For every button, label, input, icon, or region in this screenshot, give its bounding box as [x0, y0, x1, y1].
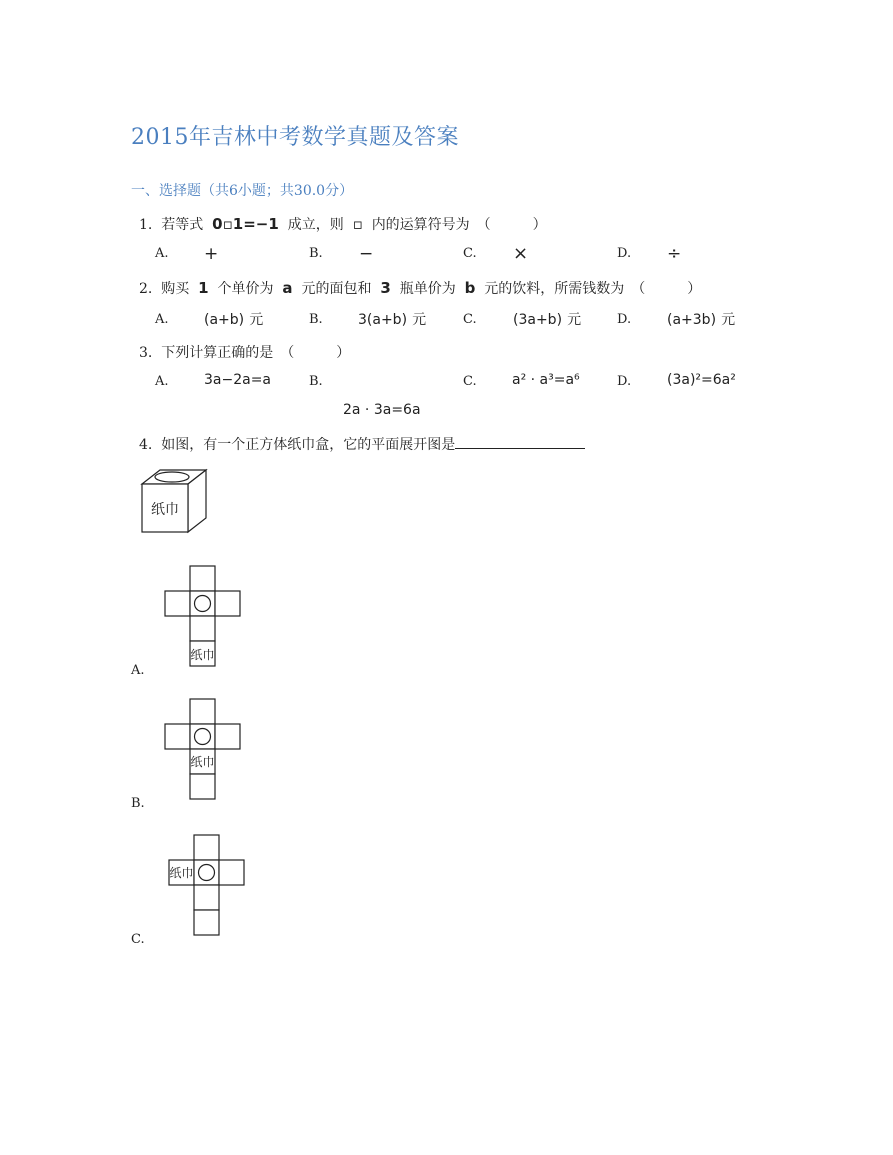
net-label: 纸巾	[190, 755, 215, 769]
question-text: 若等式	[161, 217, 204, 233]
question-4	[139, 434, 585, 454]
option-value: ÷	[667, 244, 682, 264]
option-label[interactable]: C.	[463, 312, 477, 327]
option-label[interactable]: D.	[617, 374, 632, 389]
operator-box: ▫	[352, 215, 363, 233]
option-label[interactable]: B.	[309, 312, 323, 327]
question-text: 元的面包和	[301, 281, 372, 297]
question-text: 下列计算正确的是 （ ）	[161, 345, 351, 361]
option-label[interactable]: C.	[463, 374, 477, 389]
net-label: 纸巾	[190, 648, 215, 662]
option-label[interactable]: B.	[309, 374, 323, 389]
question-text: 内的运算符号为 （ ）	[371, 217, 547, 233]
option-label[interactable]: D.	[617, 312, 632, 327]
option-label[interactable]: D.	[617, 246, 632, 261]
option-label[interactable]: C.	[131, 932, 145, 947]
option-value: a² · a³=a⁶	[512, 372, 580, 388]
option-value: +	[204, 244, 219, 264]
question-text: 瓶单价为	[399, 281, 456, 297]
question-number: 1.	[139, 217, 153, 233]
net-option-b[interactable]	[163, 698, 243, 800]
option-value: 3a−2a=a	[204, 372, 272, 388]
net-option-c[interactable]	[167, 834, 247, 936]
option-label[interactable]: B.	[131, 796, 145, 811]
option-label[interactable]: A.	[155, 312, 169, 327]
net-label: 纸巾	[169, 866, 194, 880]
math-variable: a	[282, 279, 293, 297]
option-value: 2a · 3a=6a	[343, 402, 421, 418]
option-value: −	[359, 244, 374, 264]
question-text: 如图，有一个正方体纸巾盒，它的平面展开图是	[161, 437, 456, 453]
cube-label: 纸巾	[151, 502, 179, 518]
question-number: 4.	[139, 437, 153, 453]
answer-blank[interactable]	[455, 434, 585, 449]
option-label[interactable]: B.	[309, 246, 323, 261]
option-value: (3a+b) 元	[513, 312, 582, 328]
page-title: 2015年吉林中考数学真题及答案	[131, 125, 459, 150]
math-variable: b	[464, 279, 476, 297]
net-option-a[interactable]	[163, 565, 243, 667]
option-label[interactable]: A.	[131, 663, 145, 678]
section-header: 一、选择题（共6小题；共30.0分）	[131, 183, 354, 199]
math-number: 1	[198, 279, 209, 297]
question-3	[139, 342, 350, 362]
question-text: 成立，则	[287, 217, 344, 233]
option-label[interactable]: C.	[463, 246, 477, 261]
math-expression: 0▫1=−1	[212, 215, 279, 233]
question-text: 购买	[161, 281, 190, 297]
option-label[interactable]: A.	[155, 374, 169, 389]
question-number: 2.	[139, 281, 153, 297]
option-label[interactable]: A.	[155, 246, 169, 261]
option-value: (a+3b) 元	[667, 312, 736, 328]
question-text: 元的饮料，所需钱数为 （ ）	[484, 281, 702, 297]
option-value: ×	[513, 243, 529, 264]
question-2	[139, 278, 701, 298]
math-number: 3	[380, 279, 391, 297]
option-value: 3(a+b) 元	[358, 312, 427, 328]
option-value: (3a)²=6a²	[667, 372, 736, 388]
question-text: 个单价为	[217, 281, 274, 297]
question-number: 3.	[139, 345, 153, 361]
option-value: (a+b) 元	[204, 312, 264, 328]
cube-figure	[136, 466, 210, 536]
question-1	[139, 214, 547, 234]
